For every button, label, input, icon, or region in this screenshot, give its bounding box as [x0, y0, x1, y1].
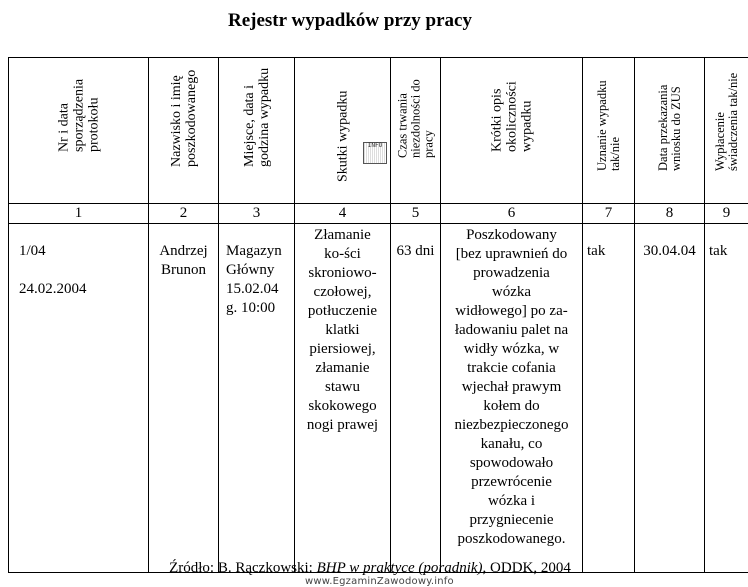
- col-number: 4: [295, 204, 391, 224]
- text-line: wózka: [441, 283, 582, 302]
- text-line: Miejsce, data i: [242, 68, 257, 167]
- text-line: 63 dni: [391, 242, 440, 261]
- text-line: Poszkodowany: [441, 226, 582, 245]
- accident-register-table: [8, 57, 748, 573]
- text-line: trakcie cofania: [441, 359, 582, 378]
- text-line: widłowego] po za-: [441, 302, 582, 321]
- cell-injured-name: [149, 224, 219, 573]
- text-line: przygniecenie: [441, 511, 582, 530]
- text-line: widły wózka, w: [441, 340, 582, 359]
- text-line: potłuczenie: [295, 302, 390, 321]
- text-line: Czas trwania: [396, 79, 409, 158]
- text-line: Skutki wypadku: [335, 91, 350, 182]
- source-footer: [0, 560, 740, 577]
- col-number: 3: [219, 204, 295, 224]
- table-row: [9, 224, 748, 573]
- col-header-4: [295, 58, 391, 204]
- col-header-6: [441, 58, 583, 204]
- col-number: 9: [705, 204, 748, 224]
- watermark: www.EgzaminZawodowy.info: [305, 576, 454, 587]
- text-line: wózka i: [441, 492, 582, 511]
- text-line: wypadku: [519, 81, 534, 152]
- col-header-2: [149, 58, 219, 204]
- text-line: g. 10:00: [226, 299, 294, 318]
- col-header-3: [219, 58, 295, 204]
- text-line: Magazyn: [226, 242, 294, 261]
- col-header-7: [583, 58, 635, 204]
- cell-place-date-time: [219, 224, 295, 573]
- cell-incapacity-duration: [391, 224, 441, 573]
- text-line: tak: [709, 242, 748, 261]
- column-number-row: [9, 204, 748, 224]
- text-line: Krótki opis: [489, 81, 504, 152]
- col-number: 7: [583, 204, 635, 224]
- info-icon: INFO: [363, 142, 387, 164]
- text-line: skroniowo-: [295, 264, 390, 283]
- text-line: sporządzenia: [71, 79, 86, 152]
- col-header-1: [9, 58, 149, 204]
- text-line: Andrzej: [149, 242, 218, 261]
- text-line: kołem do: [441, 397, 582, 416]
- text-line: poszkodowanego.: [441, 530, 582, 549]
- text-line: godzina wypadku: [257, 68, 272, 167]
- text-line: wjechał prawym: [441, 378, 582, 397]
- text-line: 15.02.04: [226, 280, 294, 299]
- text-line: pracy: [422, 79, 435, 158]
- text-line: klatki: [295, 321, 390, 340]
- source-book-title: BHP w praktyce (poradnik): [317, 560, 483, 576]
- text-line: czołowej,: [295, 283, 390, 302]
- col-header-8: [635, 58, 705, 204]
- col-number: 5: [391, 204, 441, 224]
- text-line: nogi prawej: [295, 416, 390, 435]
- text-line: stawu: [295, 378, 390, 397]
- col-number: 8: [635, 204, 705, 224]
- text-line: tak/nie: [609, 80, 622, 171]
- text-line: protokołu: [86, 79, 101, 152]
- page-title: Rejestr wypadków przy pracy: [0, 10, 700, 32]
- cell-protocol-number-date: [9, 224, 149, 573]
- source-suffix: , ODDK, 2004: [483, 560, 571, 576]
- text-line: tak: [587, 242, 634, 261]
- text-line: przewrócenie: [441, 473, 582, 492]
- text-line: okoliczności: [504, 81, 519, 152]
- text-line: skokowego: [295, 397, 390, 416]
- text-line: 30.04.04: [635, 242, 704, 261]
- col-number: 6: [441, 204, 583, 224]
- text-line: Uznanie wypadku: [596, 80, 609, 171]
- cell-benefit-paid: [705, 224, 748, 573]
- text-line: niezdolności do: [409, 79, 422, 158]
- text-line: złamanie: [295, 359, 390, 378]
- cell-zus-date: [635, 224, 705, 573]
- text-line: Główny: [226, 261, 294, 280]
- text-line: Złamanie: [295, 226, 390, 245]
- text-line: kanału, co: [441, 435, 582, 454]
- text-line: świadczenia tak/nie: [727, 73, 740, 171]
- cell-circumstances: [441, 224, 583, 573]
- text-line: niezbezpieczonego: [441, 416, 582, 435]
- text-line: Nr i data: [56, 79, 71, 152]
- text-line: wniosku do ZUS: [670, 85, 683, 171]
- text-line: poszkodowanego: [184, 70, 199, 167]
- cell-accident-effects: [295, 224, 391, 573]
- col-header-9: [705, 58, 748, 204]
- col-number: 1: [9, 204, 149, 224]
- cell-accident-recognized: [583, 224, 635, 573]
- text-line: prowadzenia: [441, 264, 582, 283]
- col-header-5: [391, 58, 441, 204]
- col-number: 2: [149, 204, 219, 224]
- source-prefix: Źródło: B. Rączkowski:: [169, 560, 316, 576]
- text-line: ładowaniu palet na: [441, 321, 582, 340]
- text-line: Wypłacenie: [714, 73, 727, 171]
- text-line: piersiowej,: [295, 340, 390, 359]
- text-line: Data przekazania: [657, 85, 670, 171]
- protocol-date: 24.02.2004: [19, 280, 148, 299]
- text-line: [bez uprawnień do: [441, 245, 582, 264]
- text-line: Brunon: [149, 261, 218, 280]
- text-line: ko-ści: [295, 245, 390, 264]
- header-row: [9, 58, 748, 204]
- protocol-number: 1/04: [19, 242, 148, 261]
- text-line: spowodowało: [441, 454, 582, 473]
- text-line: Nazwisko i imię: [169, 70, 184, 167]
